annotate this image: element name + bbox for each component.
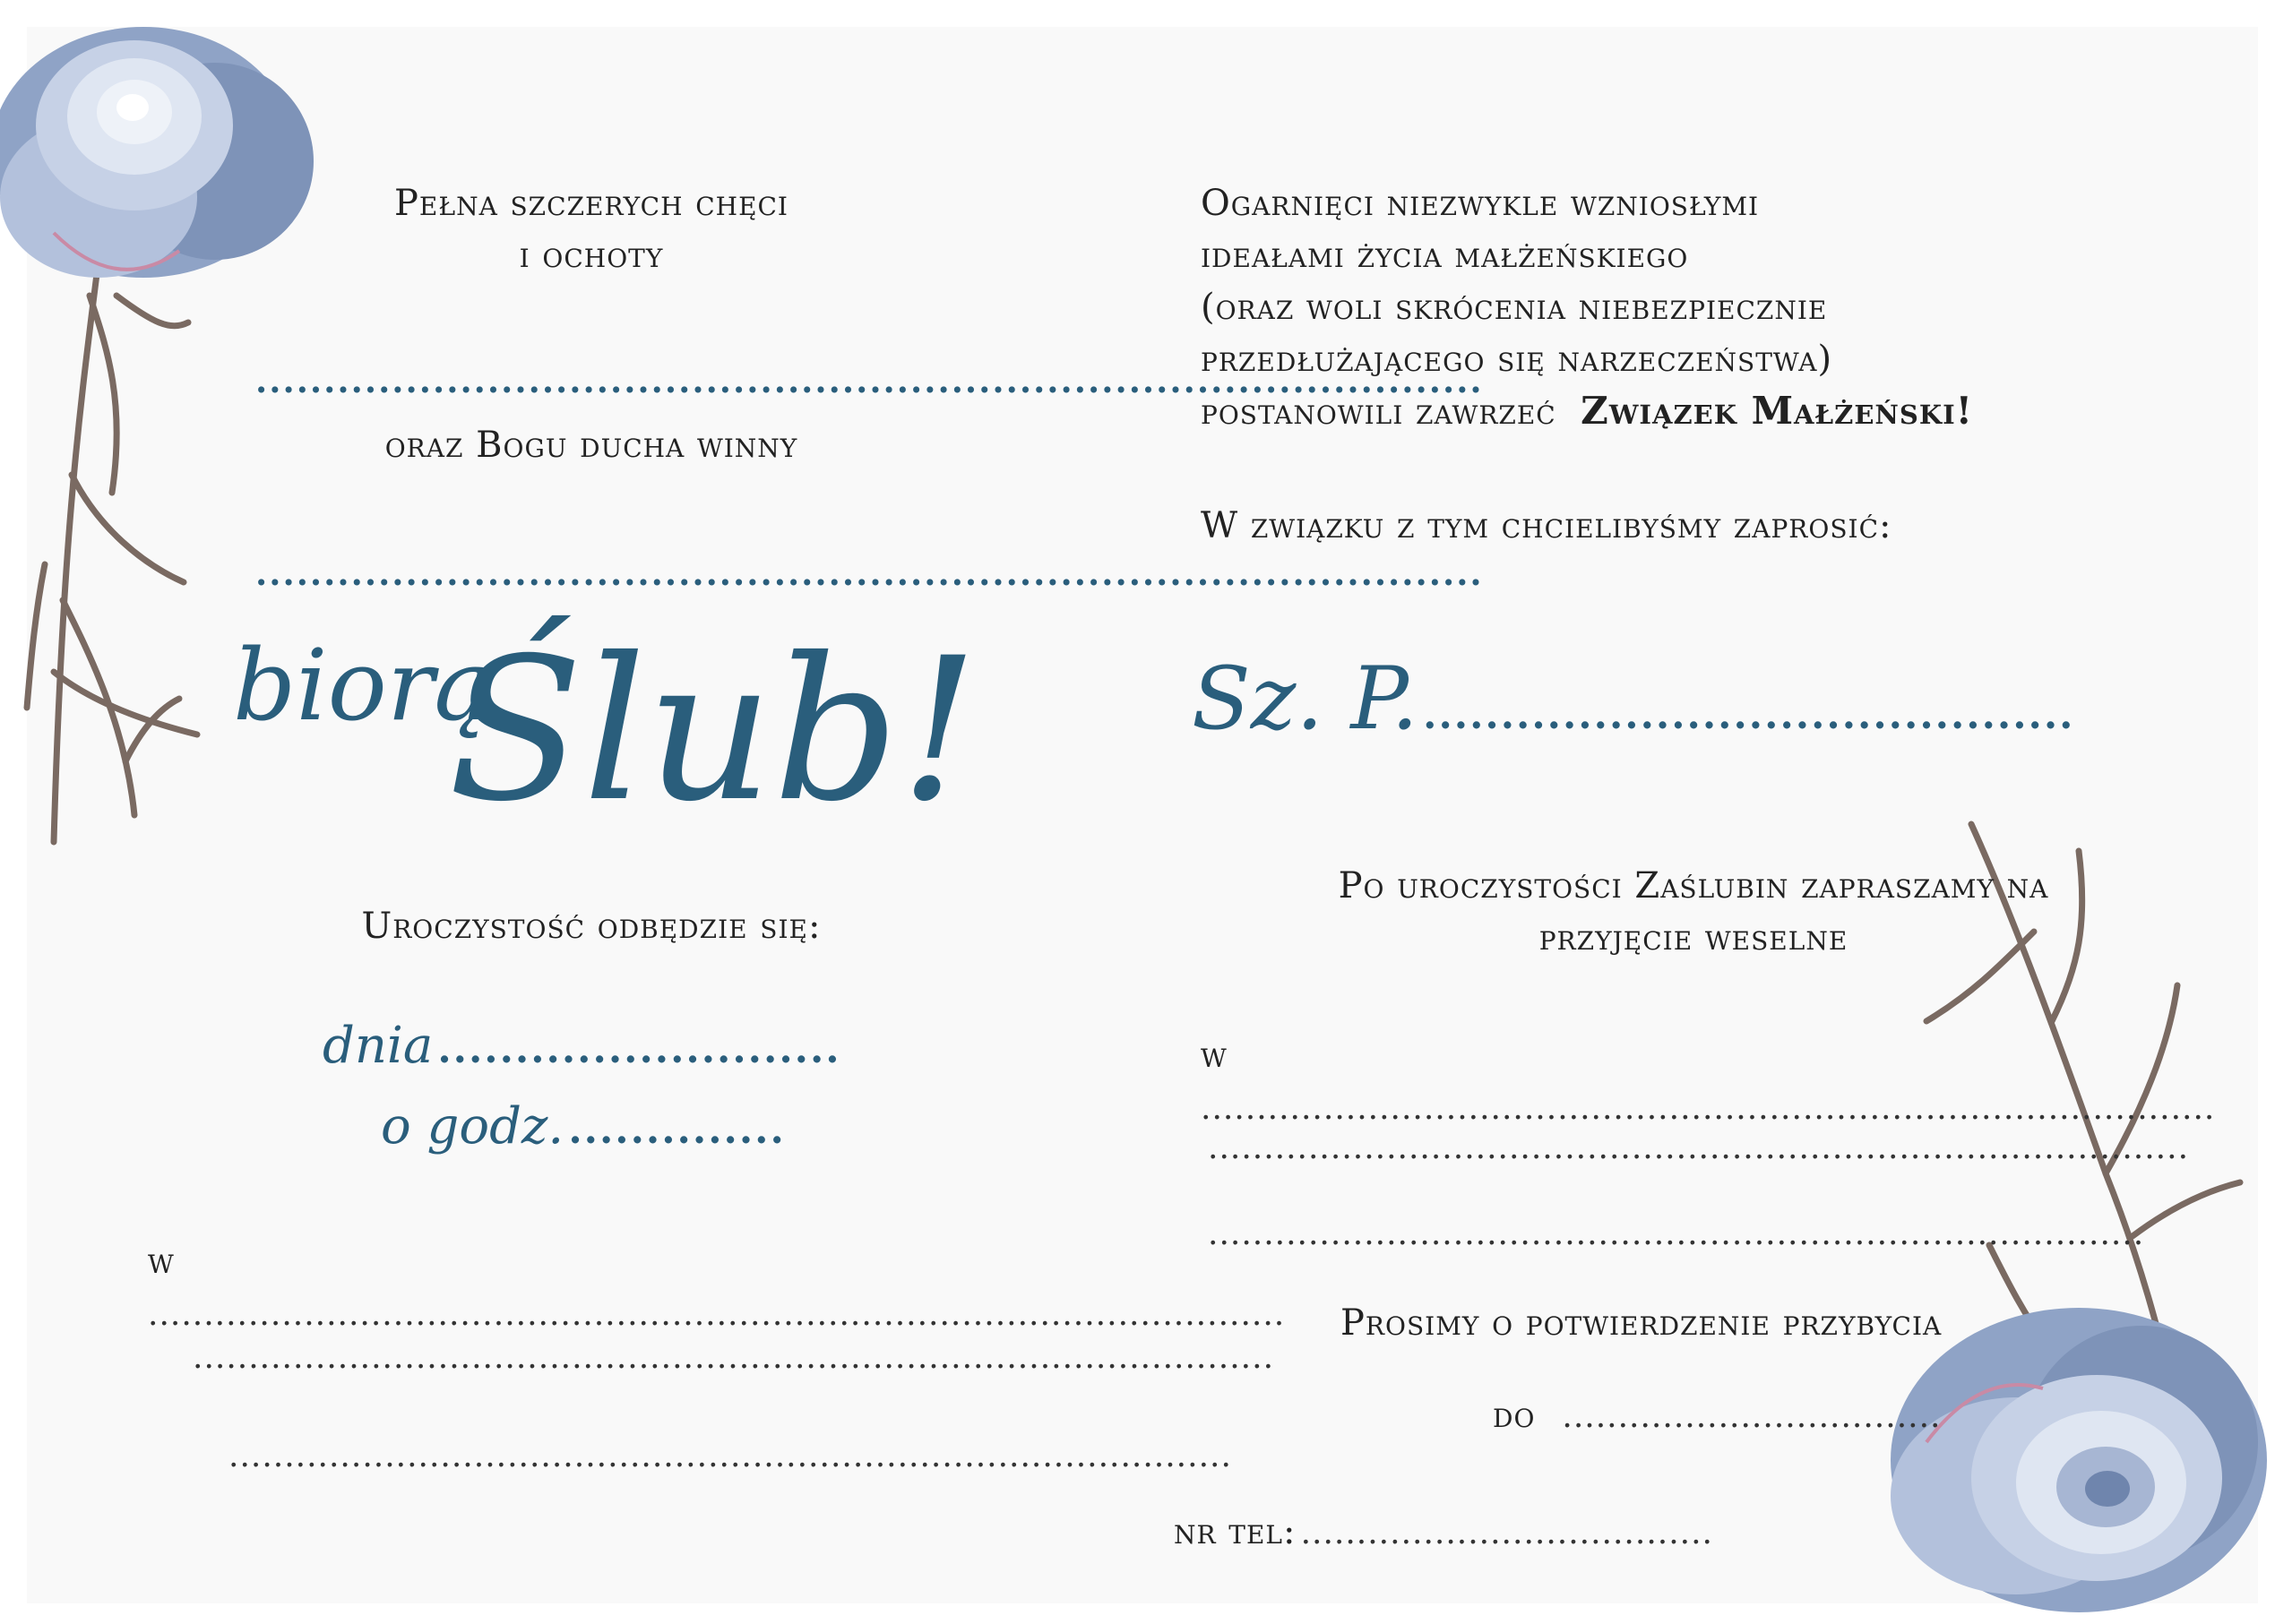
invite-line: W związku z tym chcielibyśmy zaprosić: [1201, 505, 1892, 546]
rsvp-until-row [1493, 1388, 2030, 1442]
reception-place-label: w [1201, 1035, 1228, 1076]
time-row [381, 1091, 1008, 1163]
intro-line-2: i ochoty [519, 235, 664, 276]
ceremony-place-row [148, 1234, 1286, 1333]
heading-slub: Ślub! [448, 615, 979, 845]
rsvp-line: Prosimy o potwierdzenie przybycia [1340, 1302, 1943, 1344]
guest-name-field[interactable]: .......................................... [1423, 692, 2075, 738]
phone-field[interactable]: ..................................... [1300, 1515, 1713, 1551]
ceremony-label: Uroczystość odbędzie się: [361, 906, 822, 947]
reception-line-2: przyjęcie weselne [1538, 917, 1848, 958]
bride-name-line[interactable]: .......................................................................................... [255, 360, 1484, 400]
until-label: do [1493, 1395, 1536, 1436]
day-label: dnia [323, 1017, 434, 1075]
intro-text [278, 177, 905, 281]
ceremony-place-field-3[interactable]: .......................................................................................... [228, 1438, 1232, 1474]
para-line-4: przedłużającego się narzeczeństwa) [1201, 339, 1833, 380]
para-line-5-text: postanowili zawrzeć [1201, 391, 1556, 433]
invitation-card [27, 27, 2258, 1603]
reception-place-field-2[interactable]: ........................................................................................ [1208, 1130, 2190, 1166]
until-field[interactable]: .................................. [1539, 1398, 1942, 1435]
para-line-5 [1201, 385, 2186, 438]
guest-prefix: Sz. P. [1192, 649, 1419, 749]
phone-label: nr tel: [1174, 1511, 1297, 1552]
groom-name-line[interactable]: .......................................................................................... [255, 553, 1484, 593]
reception-place-field-3[interactable]: .................................................................................... [1208, 1216, 2145, 1252]
reception-place-row [1201, 1028, 2216, 1127]
conjunction-line: oraz Bogu ducha winny [384, 425, 798, 466]
intro-paragraph [1201, 177, 2186, 438]
time-field[interactable]: .............. [568, 1107, 786, 1153]
heading-biora: biorą [233, 628, 493, 743]
reception-place-field-1[interactable]: ........................................................................................... [1201, 1090, 2216, 1127]
ceremony-place-label: w [148, 1241, 175, 1282]
day-row [323, 1010, 950, 1082]
guest-row [1192, 640, 2222, 757]
ceremony-place-field-2[interactable]: ................................................................................................. [193, 1339, 1275, 1376]
time-label: o godz. [381, 1097, 564, 1156]
day-field[interactable]: .......................... [437, 1027, 841, 1072]
para-line-3: (oraz woli skrócenia niebezpiecznie [1201, 287, 1828, 328]
intro-line-1: Pełna szczerych chęci [393, 183, 788, 224]
reception-line-1: Po uroczystości Zaślubin zapraszamy na [1338, 865, 2049, 907]
phone-row [1174, 1505, 1801, 1559]
para-line-1: Ogarnięci niezwykle wzniosłymi [1201, 183, 1760, 224]
bold-phrase: Związek Małżeński! [1581, 389, 1974, 433]
reception-text [1245, 860, 2141, 964]
ceremony-place-field-1[interactable]: ...................................................................................................... [148, 1296, 1286, 1333]
para-line-2: ideałami życia małżeńskiego [1201, 235, 1689, 276]
